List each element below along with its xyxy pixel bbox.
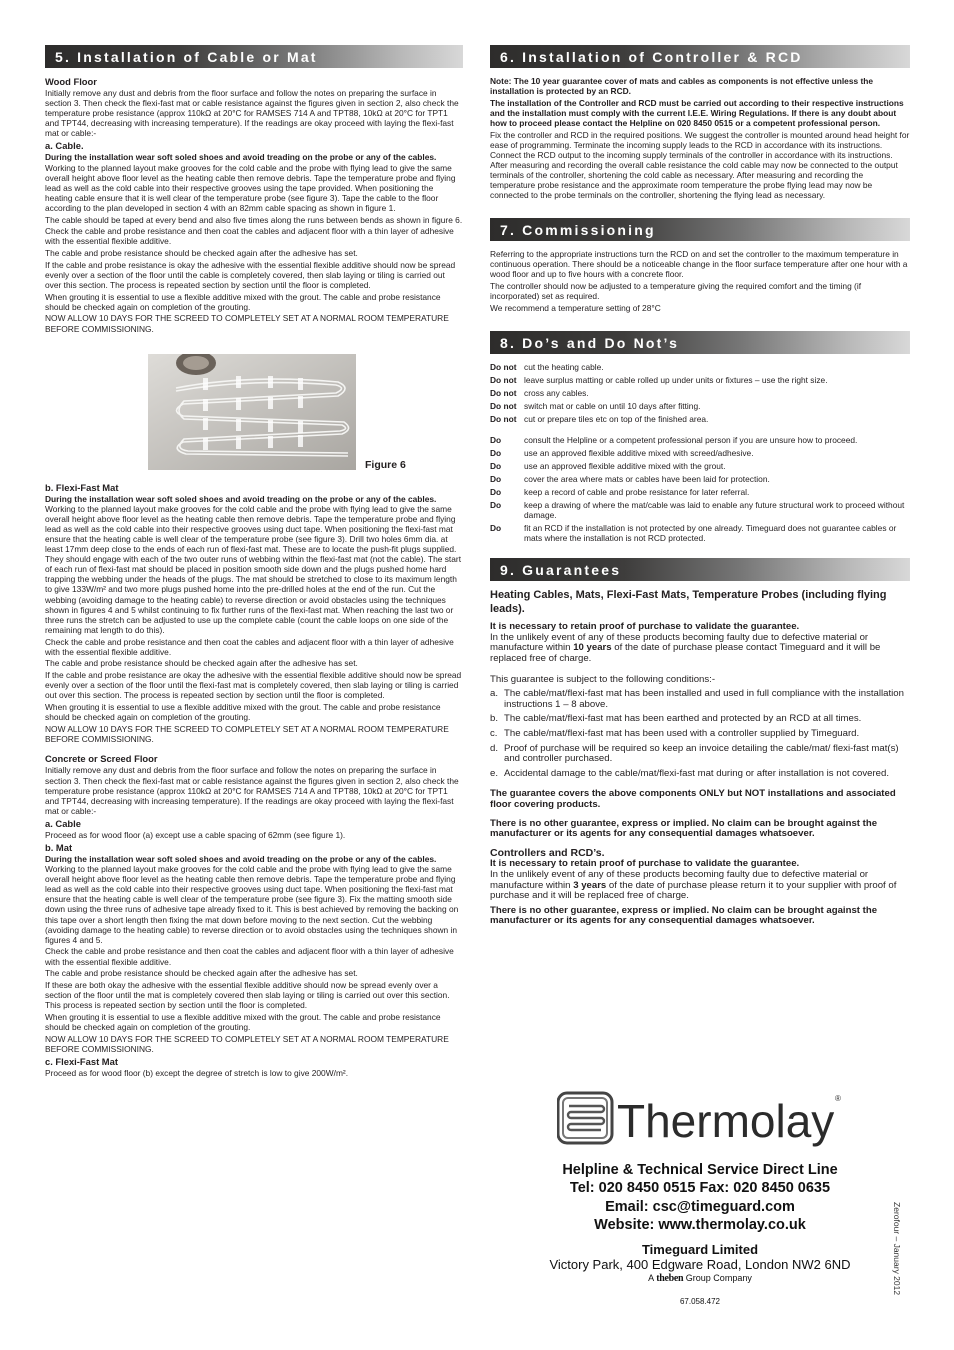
paragraph: If these are both okay the adhesive with the essential flexible additive should now be spread evenly over a section of the floor until the mat is completely covered then slab laying or tiling is carried out over this section. This process is repeated section by section until the floor is completed. [45, 979, 450, 1011]
list-item [490, 375, 910, 385]
item-key: c. [490, 728, 498, 739]
paragraph: If the cable and probe resistance are okay the adhesive with the essential flexible additive should now be spread evenly over a section of the floor until the flexi-fast mat is completely covered, then slab laying or tiling is carried out over this section. The process is repeated section by section until the floor is completed. [45, 670, 462, 701]
subheading: b. Flexi-Fast Mat [45, 481, 119, 493]
item-key: Do [490, 487, 502, 498]
item-key: Do [490, 435, 502, 446]
paragraph: The cable and probe resistance should be checked again after the adhesive has set. [45, 968, 358, 979]
list-item [490, 474, 910, 484]
item-text: keep a drawing of where the mat/cable was laid to enable any future structural work to proceed without damage. [524, 500, 905, 521]
section-title: 7. Commissioning [500, 221, 656, 238]
cable-layout-photo [148, 354, 356, 470]
paragraph [490, 622, 910, 664]
guarantee-body [490, 622, 910, 927]
list-item [490, 461, 910, 471]
list-item [490, 523, 910, 543]
paragraph: The cable and probe resistance should be checked again after the adhesive has set. [45, 658, 358, 669]
paragraph [45, 494, 463, 635]
theben-logo: theben [656, 1273, 684, 1284]
subheading: c. Flexi-Fast Mat [45, 1055, 118, 1067]
product-code: 67.058.472 [679, 1297, 721, 1306]
section-title: 9. Guarantees [500, 562, 622, 579]
paragraph: NOW ALLOW 10 DAYS FOR THE SCREED TO COMPLETELY SET AT A NORMAL ROOM TEMPERATURE BEFORE COMMISSIONING. [45, 723, 449, 744]
item-text: The cable/mat/flexi-fast mat has been installed and used in full compliance with the installation instructions 1 – 8 above. [504, 688, 904, 710]
paragraph: The guarantee covers the above components ONLY but NOT installations and associated floor covering products. [490, 788, 896, 810]
section-5-header [45, 45, 463, 68]
subheading: a. Cable [45, 817, 81, 829]
paragraph: Proceed as for wood floor (a) except use a cable spacing of 62mm (see figure 1). [45, 829, 346, 840]
section-7-header [490, 218, 910, 241]
paragraph: There is no other guarantee, express or implied. No claim can be brought against the manufacturer or its agents for any consequential damages whatsoever. [490, 904, 878, 927]
item-key: a. [490, 688, 499, 700]
figure-6 [45, 354, 463, 471]
group-company [490, 1273, 910, 1284]
subheading: b. Mat [45, 842, 73, 853]
item-key: Do [490, 461, 502, 472]
text: A [648, 1273, 654, 1283]
item-key: Do [490, 474, 502, 485]
text: Working to the planned layout make grooves for the cold cable and the probe with flying lead to give the same overall height above floor level as the heating cable then remove debris. Tape the temperature probe and flying lead as well as the cold cable into their respective grooves using duct tape. When positioning the flexi-fast mat ensure that the heating cable is well clear of the temperature probe (see figure 3). Fix the matting smooth side down using the three runs of adhesive tape already fixed to it. This is best achieved by removing the backing on this tape over a short length then fixing the mat down before moving to the next section. Cut the webbing (avoiding damage to the heating cable) to reverse direction or to avoid obstacles using the techniques shown in figures 4 and 5. [45, 864, 459, 945]
item-text: fit an RCD if the installation is not protected by one already. Timeguard does not guarantee cables or mats where the installation is not RCD protected. [524, 523, 897, 544]
text: In the unlikely event of any of these products becoming faulty due to defective material or manufacture within [490, 631, 869, 654]
item-text: switch mat or cable on until 10 days after fitting. [524, 401, 701, 412]
paragraph: When grouting it is essential to use a flexible additive mixed with the grout. The cable and probe resistance should be checked again on completion of the grouting. [45, 291, 441, 312]
item-key: Do not [490, 414, 517, 425]
item-text: cover the area where mats or cables have been laid for protection. [524, 474, 770, 485]
paragraph: NOW ALLOW 10 DAYS FOR THE SCREED TO COMPLETELY SET AT A NORMAL ROOM TEMPERATURE BEFORE COMMISSIONING. [45, 1033, 449, 1054]
text: Group Company [685, 1273, 752, 1283]
thermolay-logo [557, 1087, 847, 1149]
item-text: Proof of purchase will be required so keep an invoice detailing the cable/mat/ flexi-fast mat(s) and controller purchased. [504, 742, 899, 765]
item-text: The cable/mat/flexi-fast mat has been earthed and protected by an RCD at all times. [504, 713, 862, 725]
subheading: a. Cable. [45, 140, 84, 152]
section-8-header [490, 331, 910, 354]
phone-fax: Tel: 020 8450 0515 Fax: 020 8450 0635 [569, 1180, 831, 1196]
item-key: Do not [490, 388, 517, 399]
subheading: Wood Floor [45, 76, 97, 87]
list-item [490, 769, 910, 780]
revision-note: Zerofour – January 2012 [892, 1202, 902, 1296]
item-text: consult the Helpline or a competent professional person if you are unsure how to proceed. [524, 435, 858, 446]
paragraph: There is no other guarantee, express or implied. No claim can be brought against the manufacturer or its agents for any consequential damages whatsoever. [490, 817, 878, 840]
item-text: cut the heating cable. [524, 362, 604, 373]
helpline-label: Helpline & Technical Service Direct Line [562, 1162, 838, 1178]
paragraph: When grouting it is essential to use a flexible additive mixed with the grout. The cable and probe resistance should be checked again on completion of the grouting. [45, 701, 441, 722]
conditions-list [490, 689, 910, 779]
item-key: b. [490, 713, 499, 725]
item-key: Do [490, 523, 502, 534]
list-item [490, 401, 910, 411]
item-key: Do not [490, 375, 517, 386]
list-item [490, 714, 910, 725]
paragraph: Initially remove any dust and debris from the floor surface and follow the notes on preparing the surface in section 3. Then check the flexi-fast mat or cable resistance against the figures given in section 2, also check the temperature probe resistance (approx 110kΩ at 20°C for RAMSES 714 A and TPT88, 10kΩ at 20°C for TPT1 and TPT44, decreasing with increasing temperature). If the readings are okay proceed with laying the flexi-fast mat or cable:- [45, 765, 459, 816]
section-title: 5. Installation of Cable or Mat [55, 49, 318, 65]
do-list [490, 435, 910, 543]
paragraph [45, 854, 463, 945]
list-item [490, 448, 910, 458]
paragraph: Check the cable and probe resistance and then coat the cables and adjacent floor with a thin layer of adhesive with the essential flexible additive. [45, 946, 454, 967]
paragraph [490, 859, 910, 901]
text: In the unlikely event of any of these products becoming faulty due to defective material or manufacture within [490, 868, 869, 891]
do-not-list [490, 362, 910, 424]
item-text: use an approved flexible additive mixed with screed/adhesive. [524, 448, 754, 459]
bold-text: 10 years [573, 642, 612, 654]
company-name: Timeguard Limited [641, 1242, 759, 1257]
subheading: Controllers and RCD’s. [490, 846, 605, 859]
item-text: keep a record of cable and probe resistance for later referral. [524, 487, 750, 498]
paragraph: The controller should now be adjusted to a temperature giving the required comfort and the timing (if incorporated) set as required. [490, 280, 862, 301]
section-9-header [490, 558, 910, 581]
paragraph: If the cable and probe resistance is okay the adhesive with the essential flexible additive should now be spread evenly over a section of the floor until the cable is completely covered, then slab laying or tiling is carried out over this section. The process is repeated section by section until the floor is completed. [45, 259, 456, 290]
guarantee-heading: Heating Cables, Mats, Flexi-Fast Mats, Temperature Probes (including flying leads). [490, 589, 887, 615]
website[interactable]: Website: www.thermolay.co.uk [594, 1217, 806, 1233]
list-item [490, 729, 910, 740]
paragraph: NOW ALLOW 10 DAYS FOR THE SCREED TO COMPLETELY SET AT A NORMAL ROOM TEMPERATURE BEFORE COMMISSIONING. [45, 313, 449, 334]
item-text: cut or prepare tiles etc on top of the finished area. [524, 414, 709, 425]
paragraph: Check the cable and probe resistance and then coat the cables and adjacent floor with a thin layer of adhesive with the essential flexible additive. [45, 226, 454, 247]
paragraph: The installation of the Controller and RCD must be carried out according to their respective instructions and the installation must comply with the current I.E.E. Wiring Regulations. If there is any doubt about how to proceed please contact the Helpline on 020 8450 0515 or a competent professional person. [490, 97, 904, 128]
item-key: Do not [490, 362, 517, 373]
bold-text: 3 years [573, 879, 607, 891]
section-title: 6. Installation of Controller & RCD [500, 49, 803, 65]
item-key: Do [490, 500, 502, 511]
text: Working to the planned layout make grooves for the cold cable and the probe with flying lead to give the same overall height above floor level as the heating cable then remove debris. Tape the temperature probe and flying lead as well as the cold cable into their respective grooves using duct tape. When positioning the flexi-fast mat ensure that the heating cable is well clear of the temperature probe (see figure 3). Drill two holes 6mm dia. at least 17mm deep close to the ends of each run of flexi-fast mat. These are to locate the push-fit plugs supplied. They should engage with each of the two outer runs of webbing within the flexi-fast mat (not the cable). The start of each run of flexi-fast mat should be placed in position smooth side down and the plugs pushed home hard trapping the webbing under the heads of the plugs. The mat should be stretched to close to its maximum length to give 133W/m² and two more plugs pushed home into the pre-drilled holes at the end of the run. Cut the webbing (avoiding damage to the heating cable) to reverse direction or avoid obstacles using the techniques shown in figures 4 and 5 whilst continuing to fix further runs of the flexi-fast mat. When reaching the last two or three runs the stretch can be adjusted to use up the complete cable (count the cable loops on one side of the remaining mat length to do this). [45, 503, 462, 635]
company-address: Victory Park, 400 Edgware Road, London NW2 6ND [549, 1257, 851, 1272]
paragraph: Initially remove any dust and debris from the floor surface and follow the notes on preparing the surface in section 3. Then check the flexi-fast mat or cable resistance against the figures given in section 2, also check the temperature probe resistance (approx 110kΩ at 20°C for RAMSES 714 A and TPT88, 10kΩ at 20°C for TPT1 and TPT44, decreasing with increasing temperature). If the readings are okay proceed with laying the flexi-fast mat or cable:- [45, 88, 459, 139]
bold-text: During the installation wear soft soled shoes and avoid treading on the probe or any of the cables. [45, 493, 437, 504]
paragraph: Check the cable and probe resistance and then coat the cables and adjacent floor with a thin layer of adhesive with the essential flexible additive. [45, 636, 454, 657]
paragraph: This guarantee is subject to the following conditions:- [490, 673, 716, 685]
item-key: d. [490, 742, 499, 754]
paragraph: We recommend a temperature setting of 28°C [490, 302, 661, 313]
bold-text: During the installation wear soft soled shoes and avoid treading on the probe or any of the cables. [45, 854, 437, 864]
section-6-header [490, 45, 910, 68]
list-item [490, 435, 910, 445]
list-item [490, 414, 910, 424]
email[interactable]: Email: csc@timeguard.com [605, 1199, 795, 1215]
item-key: e. [490, 767, 499, 779]
figure-caption: Figure 6 [365, 458, 406, 471]
paragraph: Fix the controller and RCD in the required positions. We suggest the controller is mounted around head height for ease of programming. Terminate the incoming supply leads to the RCD in accordance with its instructions. Connect the RCD output to the incoming supply terminals of the controller in accordance with its instructions. After measuring and recording the overall cable resistance the cold cable may now be connected to the output terminals of the controller, shortening the cold cable as necessary. After measuring and recording the temperature probe resistance and the approximate room temperature the probe flying lead may now be connected to the probe terminals on the controller, shortening the flying lead as necessary. [490, 129, 910, 201]
bold-text: During the installation wear soft soled shoes and avoid treading on the probe or any of the cables. [45, 152, 437, 163]
list-item [490, 388, 910, 398]
left-column [45, 45, 463, 1079]
list-item [490, 689, 910, 710]
right-column [490, 45, 910, 931]
item-text: The cable/mat/flexi-fast mat has been used with a controller supplied by Timeguard. [504, 728, 860, 739]
note: Note: The 10 year guarantee cover of mats and cables as components is not effective unless the installation is protected by an RCD. [490, 76, 874, 97]
paragraph: When grouting it is essential to use a flexible additive mixed with the grout. The cable and probe resistance should be checked again on completion of the grouting. [45, 1011, 441, 1032]
text: of the date of purchase please return it to your supplier with proof of purchase and it will be replaced free of charge. [490, 879, 897, 902]
paragraph: The cable should be taped at every bend and also five times along the runs between bends as shown in figure 6. [45, 214, 463, 225]
bold-text: It is necessary to retain proof of purchase to validate the guarantee. [490, 621, 800, 633]
paragraph: The cable and probe resistance should be checked again after the adhesive has set. [45, 248, 358, 259]
list-item [490, 362, 910, 372]
paragraph: Proceed as for wood floor (b) except the degree of stretch is low to give 200W/m². [45, 1067, 349, 1078]
item-key: Do not [490, 401, 517, 412]
list-item [490, 487, 910, 497]
logo-wordmark: Thermolay [617, 1095, 835, 1147]
text: of the date of purchase please contact Timeguard and it will be replaced free of charge. [490, 642, 881, 665]
item-text: Accidental damage to the cable/mat/flexi-fast mat during or after installation is not covered. [504, 767, 890, 779]
paragraph: Referring to the appropriate instructions turn the RCD on and set the controller to the maximum temperature in continuous operation. There should be a noticeable change in the floor surface temperature after one hour with a wood floor and up to five hours with a concrete floor. [490, 248, 908, 280]
item-text: leave surplus matting or cable rolled up under units or fixtures – use the right size. [524, 375, 828, 386]
bold-text: It is necessary to retain proof of purchase to validate the guarantee. [490, 858, 800, 870]
paragraph [45, 152, 463, 213]
list-item [490, 744, 910, 765]
section-title: 8. Do’s and Do Not’s [500, 335, 680, 352]
text: Working to the planned layout make grooves for the cold cable and the probe with flying lead to give the same overall height above floor level as the heating cable then remove debris. Tape the temperature probe and flying lead as well as the cold cable into their respective grooves using the tape provided. When positioning the heating cable ensure that it is well clear of the temperature probe (see figure 3). Tape the cable to the floor according to the plan developed in section 4 with an 82mm cable spacing as shown in figure 1. [45, 162, 456, 213]
item-key: Do [490, 448, 502, 459]
registered-mark: ® [835, 1094, 841, 1103]
item-text: use an approved flexible additive mixed with the grout. [524, 461, 726, 472]
item-text: cross any cables. [524, 388, 589, 399]
list-item [490, 500, 910, 520]
subheading: Concrete or Screed Floor [45, 753, 158, 765]
